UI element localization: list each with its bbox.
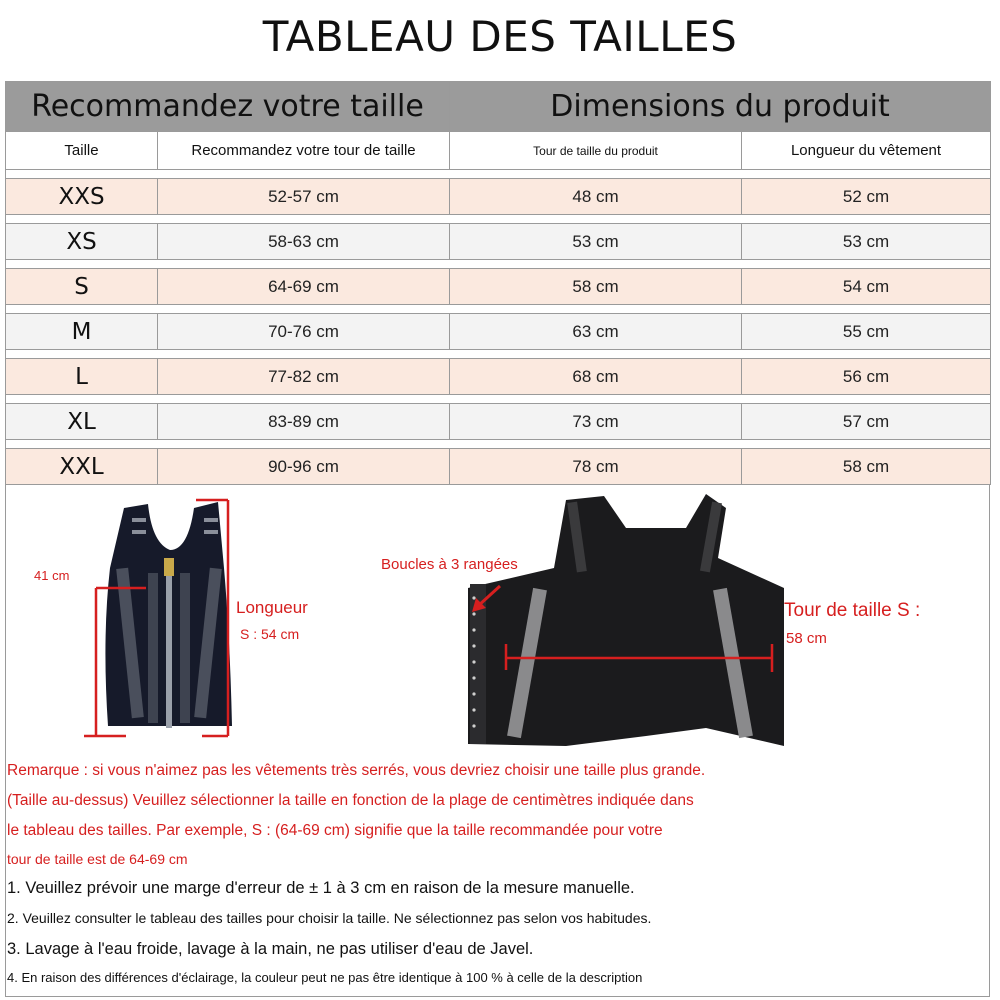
size-cell: XXS bbox=[6, 179, 158, 215]
product-waist-cell: 73 cm bbox=[450, 404, 742, 440]
size-table bbox=[5, 81, 991, 485]
note-item-3: 3. Lavage à l'eau froide, lavage à la main, ne pas utiliser d'eau de Javel. bbox=[7, 940, 534, 958]
table-row bbox=[6, 269, 991, 305]
length-cell: 55 cm bbox=[742, 314, 991, 350]
note-item-4: 4. En raison des différences d'éclairage, la couleur peut ne pas être identique à 100 % à celle de la description bbox=[7, 970, 643, 985]
product-waist-cell: 48 cm bbox=[450, 179, 742, 215]
size-cell: XXL bbox=[6, 449, 158, 485]
product-waist-cell: 63 cm bbox=[450, 314, 742, 350]
size-cell: M bbox=[6, 314, 158, 350]
group-header-dimensions: Dimensions du produit bbox=[450, 82, 991, 132]
product-waist-cell: 78 cm bbox=[450, 449, 742, 485]
length-cell: 57 cm bbox=[742, 404, 991, 440]
row-spacer bbox=[6, 350, 991, 359]
hooks-label: Boucles à 3 rangées bbox=[381, 556, 518, 573]
recommended-waist-cell: 90-96 cm bbox=[158, 449, 450, 485]
page-title: TABLEAU DES TAILLES bbox=[262, 12, 738, 61]
length-cell: 52 cm bbox=[742, 179, 991, 215]
remark-line-4: tour de taille est de 64-69 cm bbox=[7, 851, 188, 867]
table-row bbox=[6, 179, 991, 215]
product-waist-cell: 58 cm bbox=[450, 269, 742, 305]
length-label: Longueur bbox=[236, 598, 308, 617]
table-row bbox=[6, 314, 991, 350]
row-spacer bbox=[6, 260, 991, 269]
row-spacer bbox=[6, 305, 991, 314]
size-cell: S bbox=[6, 269, 158, 305]
group-header-recommend: Recommandez votre taille bbox=[6, 82, 450, 132]
back-vest bbox=[468, 494, 784, 746]
length-cell: 58 cm bbox=[742, 449, 991, 485]
recommended-waist-cell: 64-69 cm bbox=[158, 269, 450, 305]
table-row bbox=[6, 404, 991, 440]
table-row bbox=[6, 224, 991, 260]
row-spacer bbox=[6, 215, 991, 224]
garment-drawing bbox=[6, 488, 989, 758]
row-spacer bbox=[6, 440, 991, 449]
size-cell: XS bbox=[6, 224, 158, 260]
note-item-2: 2. Veuillez consulter le tableau des tailles pour choisir la taille. Ne sélectionnez pas selon vos habitudes. bbox=[7, 910, 652, 926]
product-waist-cell: 53 cm bbox=[450, 224, 742, 260]
table-row bbox=[6, 449, 991, 485]
recommended-waist-cell: 52-57 cm bbox=[158, 179, 450, 215]
column-header-product-waist: Tour de taille du produit bbox=[450, 132, 742, 170]
recommended-waist-cell: 77-82 cm bbox=[158, 359, 450, 395]
note-item-1: 1. Veuillez prévoir une marge d'erreur de ± 1 à 3 cm en raison de la mesure manuelle. bbox=[7, 879, 635, 897]
waist-value: 58 cm bbox=[786, 630, 827, 647]
size-cell: L bbox=[6, 359, 158, 395]
remark-line-2: (Taille au-dessus) Veuillez sélectionner la taille en fonction de la plage de centimètres indiquée dans bbox=[7, 792, 694, 809]
product-waist-cell: 68 cm bbox=[450, 359, 742, 395]
length-cell: 54 cm bbox=[742, 269, 991, 305]
column-header-row bbox=[6, 132, 991, 170]
column-header-size: Taille bbox=[6, 132, 158, 170]
group-header-row bbox=[6, 82, 991, 132]
row-spacer bbox=[6, 170, 991, 179]
remark-line-3: le tableau des tailles. Par exemple, S : (64-69 cm) signifie que la taille recommandée pour votre bbox=[7, 822, 663, 839]
length-value: S : 54 cm bbox=[240, 626, 300, 642]
length-cell: 56 cm bbox=[742, 359, 991, 395]
length-cell: 53 cm bbox=[742, 224, 991, 260]
waist-label: Tour de taille S : bbox=[784, 600, 921, 621]
recommended-waist-cell: 58-63 cm bbox=[158, 224, 450, 260]
garment-illustration bbox=[6, 488, 989, 758]
column-header-length: Longueur du vêtement bbox=[742, 132, 991, 170]
front-vest bbox=[105, 502, 232, 728]
table-row bbox=[6, 359, 991, 395]
size-cell: XL bbox=[6, 404, 158, 440]
column-header-recommended-waist: Recommandez votre tour de taille bbox=[158, 132, 450, 170]
recommended-waist-cell: 83-89 cm bbox=[158, 404, 450, 440]
recommended-waist-cell: 70-76 cm bbox=[158, 314, 450, 350]
front-width-label: 41 cm bbox=[34, 568, 70, 583]
remark-line-1: Remarque : si vous n'aimez pas les vêtements très serrés, vous devriez choisir une taille plus grande. bbox=[7, 762, 706, 779]
row-spacer bbox=[6, 395, 991, 404]
